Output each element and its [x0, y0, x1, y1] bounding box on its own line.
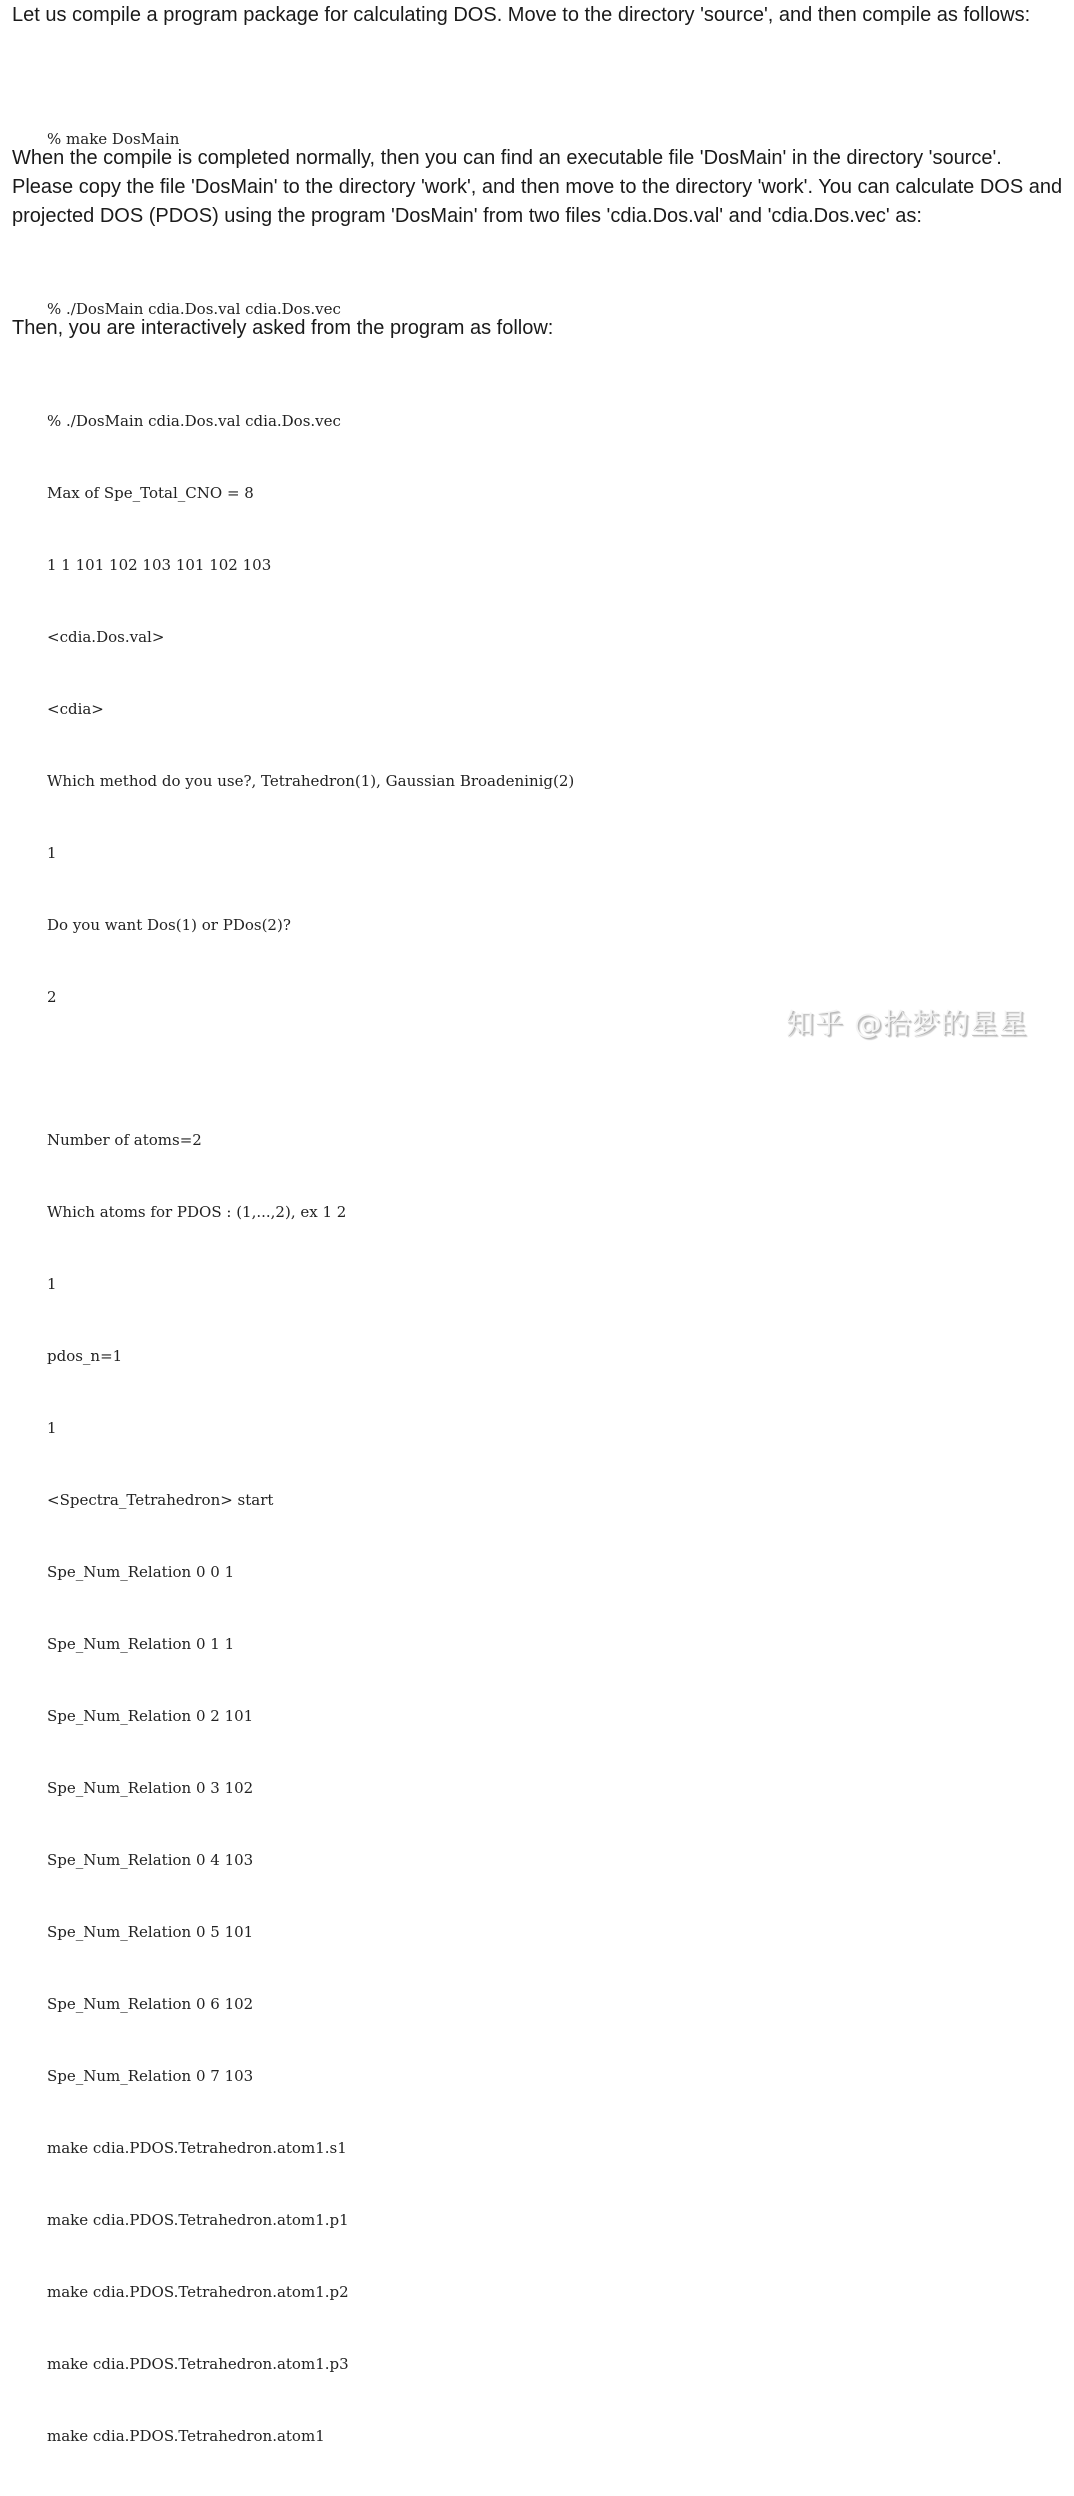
code-line: make cdia.PDOS.Tetrahedron.atom1 — [47, 2427, 325, 2445]
code-line: Spe_Num_Relation 0 7 103 — [47, 2067, 254, 2085]
paragraph-interactive-intro: Then, you are interactively asked from the program as follow: — [12, 317, 554, 339]
code-line: 1 1 101 102 103 101 102 103 — [47, 556, 272, 574]
code-line: <Spectra_Tetrahedron> start — [47, 1491, 274, 1509]
code-line: Spe_Num_Relation 0 2 101 — [47, 1707, 254, 1725]
code-block-session-output — [47, 361, 574, 2496]
code-line: Which atoms for PDOS : (1,...,2), ex 1 2 — [47, 1203, 347, 1221]
code-line: % make DosMain — [47, 130, 180, 148]
code-block-run-command — [47, 249, 341, 369]
code-line: Max of Spe_Total_CNO = 8 — [47, 484, 254, 502]
code-line: make cdia.PDOS.Tetrahedron.atom1.s1 — [47, 2139, 347, 2157]
code-line: make cdia.PDOS.Tetrahedron.atom1.p2 — [47, 2283, 349, 2301]
code-line: Spe_Num_Relation 0 6 102 — [47, 1995, 254, 2013]
code-line: Spe_Num_Relation 0 5 101 — [47, 1923, 254, 1941]
code-line: Number of atoms=2 — [47, 1131, 202, 1149]
code-line: 2 — [47, 988, 57, 1006]
code-line: Spe_Num_Relation 0 1 1 — [47, 1635, 235, 1653]
paragraph-run-instructions: When the compile is completed normally, then you can find an executable file 'DosMain' in the directory 'source'. Please copy the file 'DosMain' to the directory 'work', and then move to the directory 'work'. You can calculate DOS and projected DOS (PDOS) using the program 'DosMain' from two files 'cdia.Dos.val' and 'cdia.Dos.vec' as: — [12, 147, 1063, 227]
code-line: <cdia.Dos.val> — [47, 628, 165, 646]
code-line: % ./DosMain cdia.Dos.val cdia.Dos.vec — [47, 300, 341, 318]
watermark: 知乎 @拾梦的星星 — [786, 1007, 1028, 1040]
code-line: <cdia> — [47, 700, 104, 718]
code-line: 1 — [47, 1275, 57, 1293]
code-line: Which method do you use?, Tetrahedron(1), Gaussian Broadeninig(2) — [47, 772, 575, 790]
code-line: Do you want Dos(1) or PDos(2)? — [47, 916, 291, 934]
paragraph-compile-intro: Let us compile a program package for calculating DOS. Move to the directory 'source', and then compile as follows: — [12, 4, 1031, 26]
code-line: make cdia.PDOS.Tetrahedron.atom1.p3 — [47, 2355, 349, 2373]
code-line: Spe_Num_Relation 0 0 1 — [47, 1563, 235, 1581]
code-line: 1 — [47, 1419, 57, 1437]
code-line: Spe_Num_Relation 0 3 102 — [47, 1779, 254, 1797]
code-line-blank — [47, 1057, 574, 1080]
code-line: 1 — [47, 844, 57, 862]
code-line: pdos_n=1 — [47, 1347, 123, 1365]
code-line: make cdia.PDOS.Tetrahedron.atom1.p1 — [47, 2211, 349, 2229]
code-line: % ./DosMain cdia.Dos.val cdia.Dos.vec — [47, 412, 341, 430]
code-line: Spe_Num_Relation 0 4 103 — [47, 1851, 254, 1869]
